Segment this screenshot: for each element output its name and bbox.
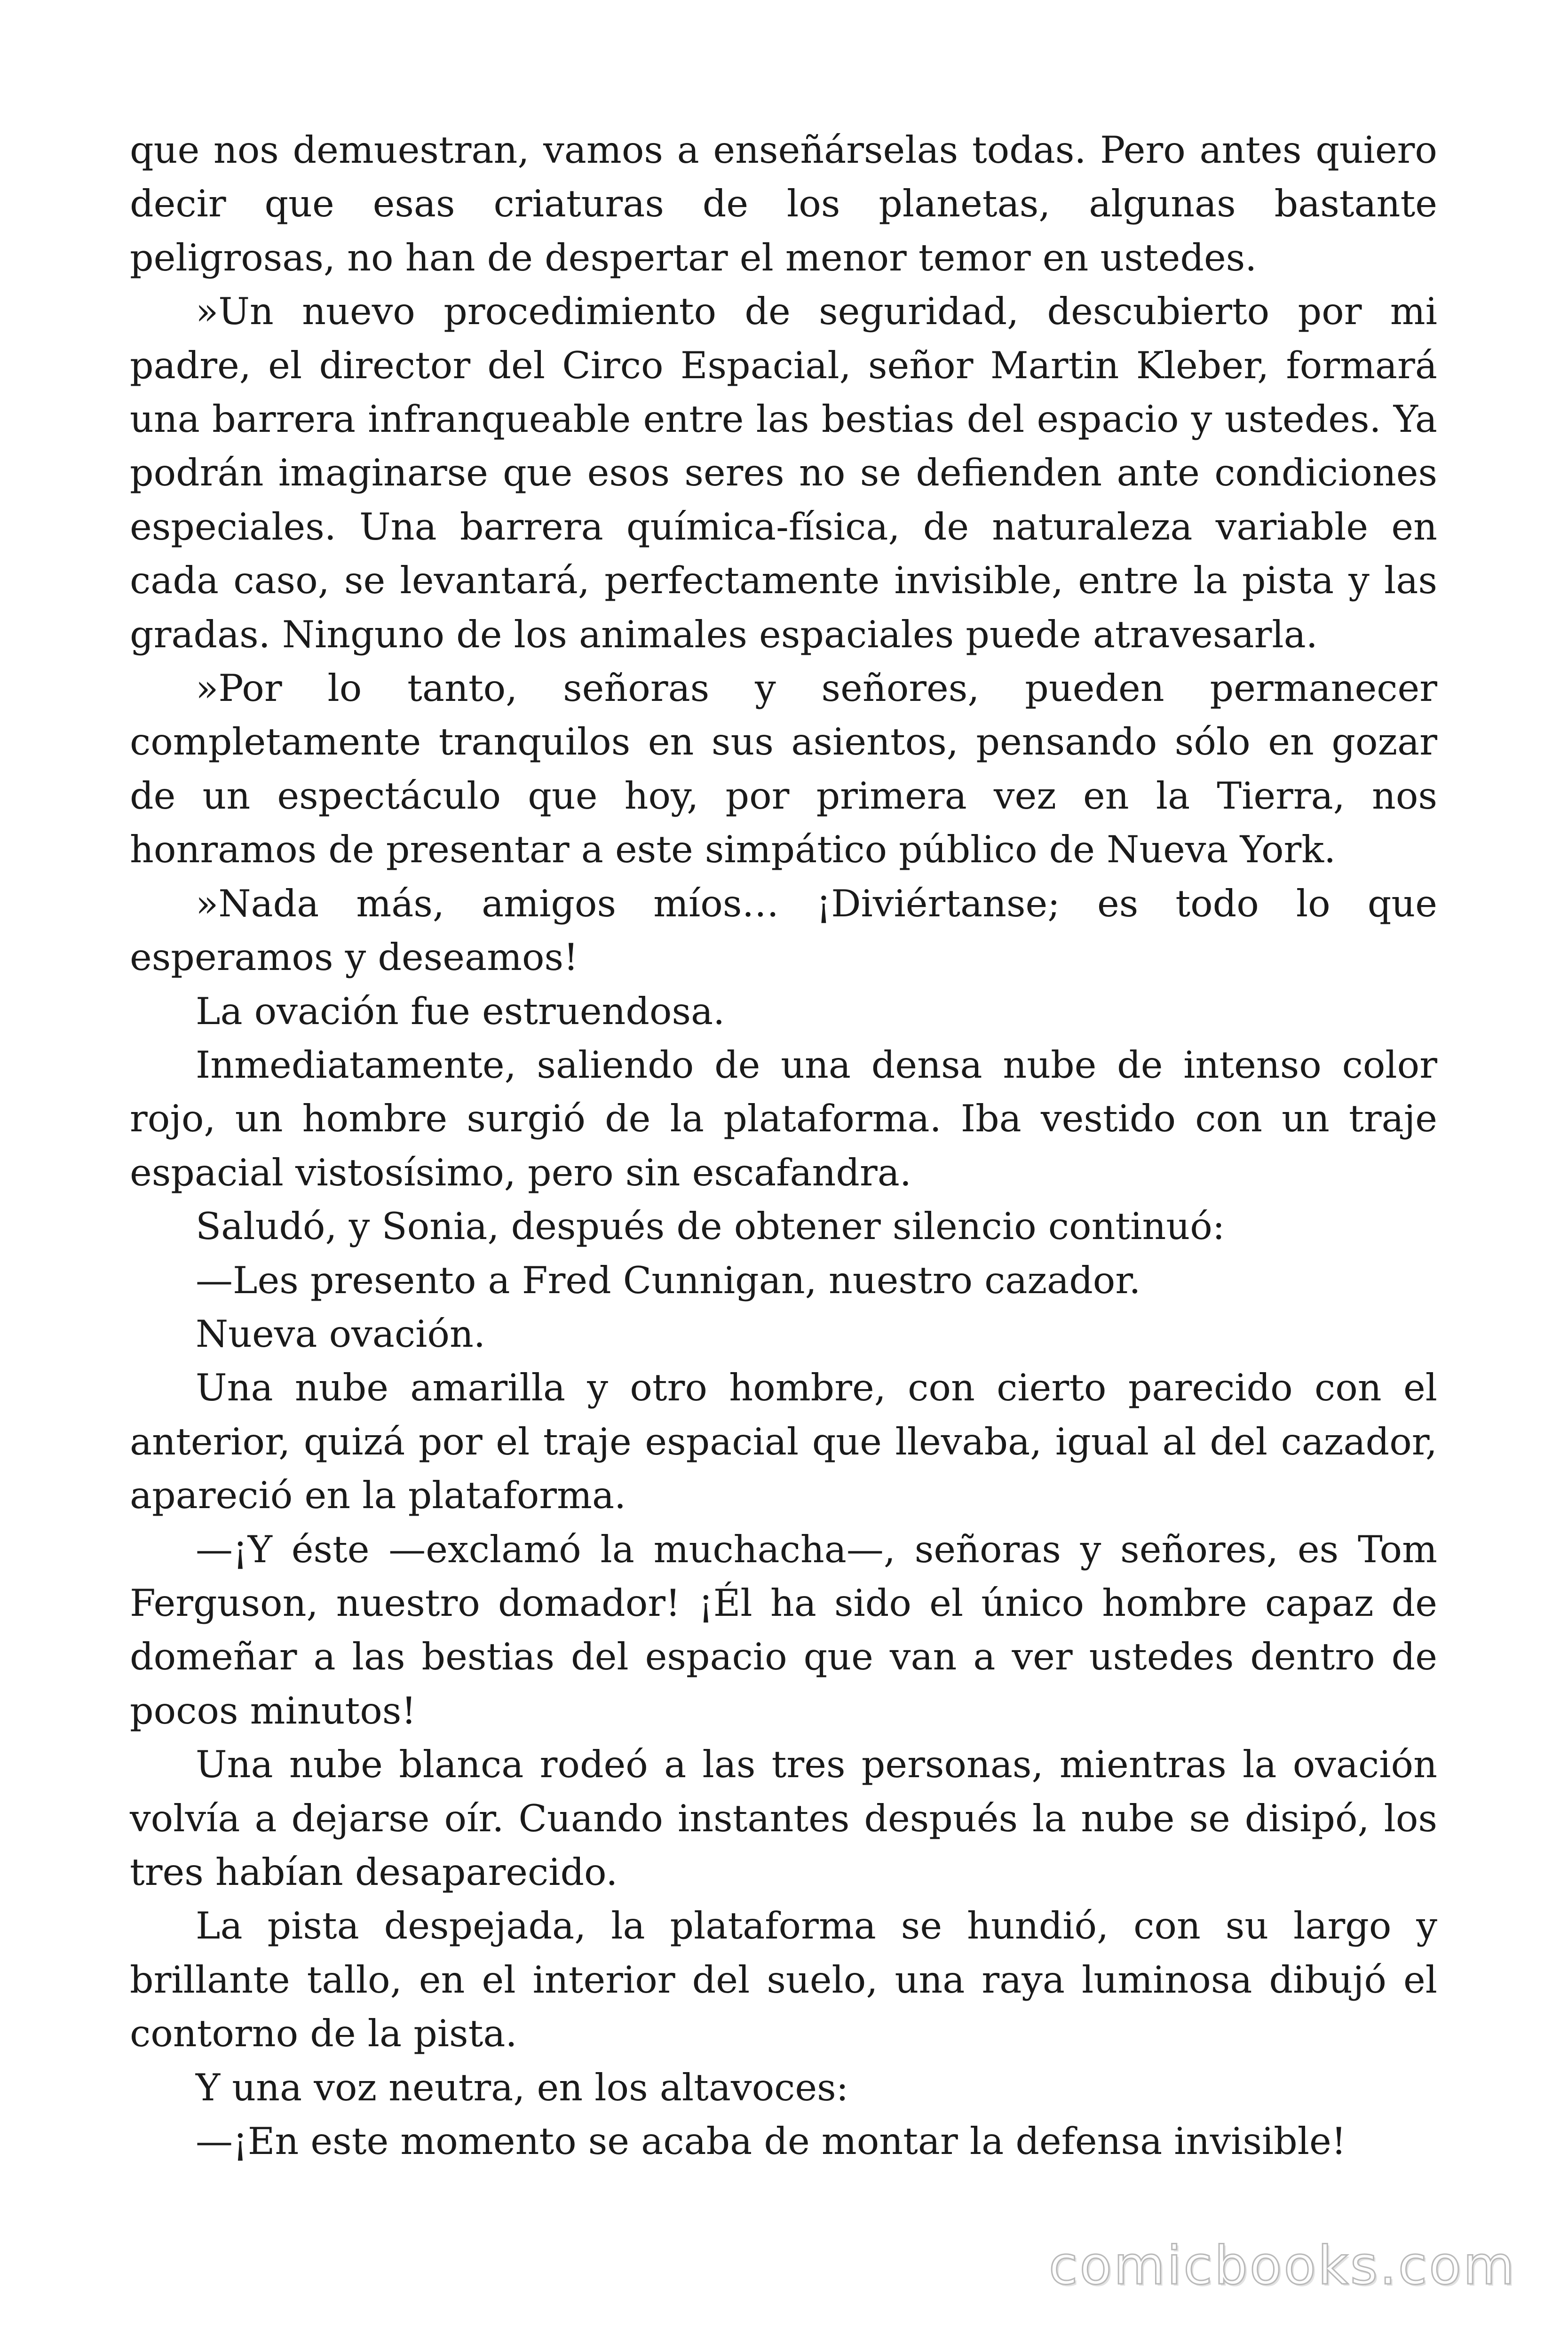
paragraph: Una nube blanca rodeó a las tres personas, mientras la ovación volvía a dejarse oír. Cuando instantes después la nube se disipó, los tres habían desaparecido. <box>130 1743 1437 1894</box>
paragraph: »Por lo tanto, señoras y señores, pueden permanecer completamente tranquilos en sus asientos, pensando sólo en gozar de un espectáculo que hoy, por primera vez en la Tierra, nos honramos de presentar a este simpático público de Nueva York. <box>130 667 1437 872</box>
paragraph: Saludó, y Sonia, después de obtener silencio continuó: <box>196 1205 1225 1248</box>
paragraph: Y una voz neutra, en los altavoces: <box>196 2066 849 2109</box>
paragraph: que nos demuestran, vamos a enseñárselas todas. Pero antes quiero decir que esas criaturas de los planetas, algunas bastante peligrosas, no han de despertar el menor temor en ustedes. <box>130 128 1437 279</box>
paragraph: La pista despejada, la plataforma se hundió, con su largo y brillante tallo, en el interior del suelo, una raya luminosa dibujó el contorno de la pista. <box>130 1904 1437 2056</box>
paragraph: Una nube amarilla y otro hombre, con cierto parecido con el anterior, quizá por el traje espacial que llevaba, igual al del cazador, apareció en la plataforma. <box>130 1366 1437 1518</box>
paragraph: »Un nuevo procedimiento de seguridad, descubierto por mi padre, el director del Circo Espacial, señor Martin Kleber, formará una barrera infranqueable entre las bestias del espacio y ustedes. Ya podrán imaginarse que esos seres no se defienden ante condiciones especiales. Una barrera química-física, de naturaleza variable en cada caso, se levantará, perfectamente invisible, entre la pista y las gradas. Ninguno de los animales espaciales puede atravesarla. <box>130 290 1437 656</box>
paragraph: »Nada más, amigos míos… ¡Diviértanse; es todo lo que esperamos y deseamos! <box>130 882 1437 979</box>
paragraph: —Les presento a Fred Cunnigan, nuestro cazador. <box>196 1258 1141 1302</box>
body-text <box>130 123 1437 2168</box>
paragraph: La ovación fue estruendosa. <box>196 989 725 1033</box>
paragraph: Inmediatamente, saliendo de una densa nube de intenso color rojo, un hombre surgió de la plataforma. Iba vestido con un traje espacial vistosísimo, pero sin escafandra. <box>130 1043 1437 1194</box>
paragraph: —¡En este momento se acaba de montar la defensa invisible! <box>196 2120 1346 2163</box>
paragraph: Nueva ovación. <box>196 1312 485 1356</box>
site-watermark: comicbooks.com <box>1048 2235 1516 2296</box>
paragraph: —¡Y éste —exclamó la muchacha—, señoras y señores, es Tom Ferguson, nuestro domador! ¡Él ha sido el único hombre capaz de domeñar a las bestias del espacio que van a ver ustedes dentro de pocos minutos! <box>130 1527 1437 1732</box>
